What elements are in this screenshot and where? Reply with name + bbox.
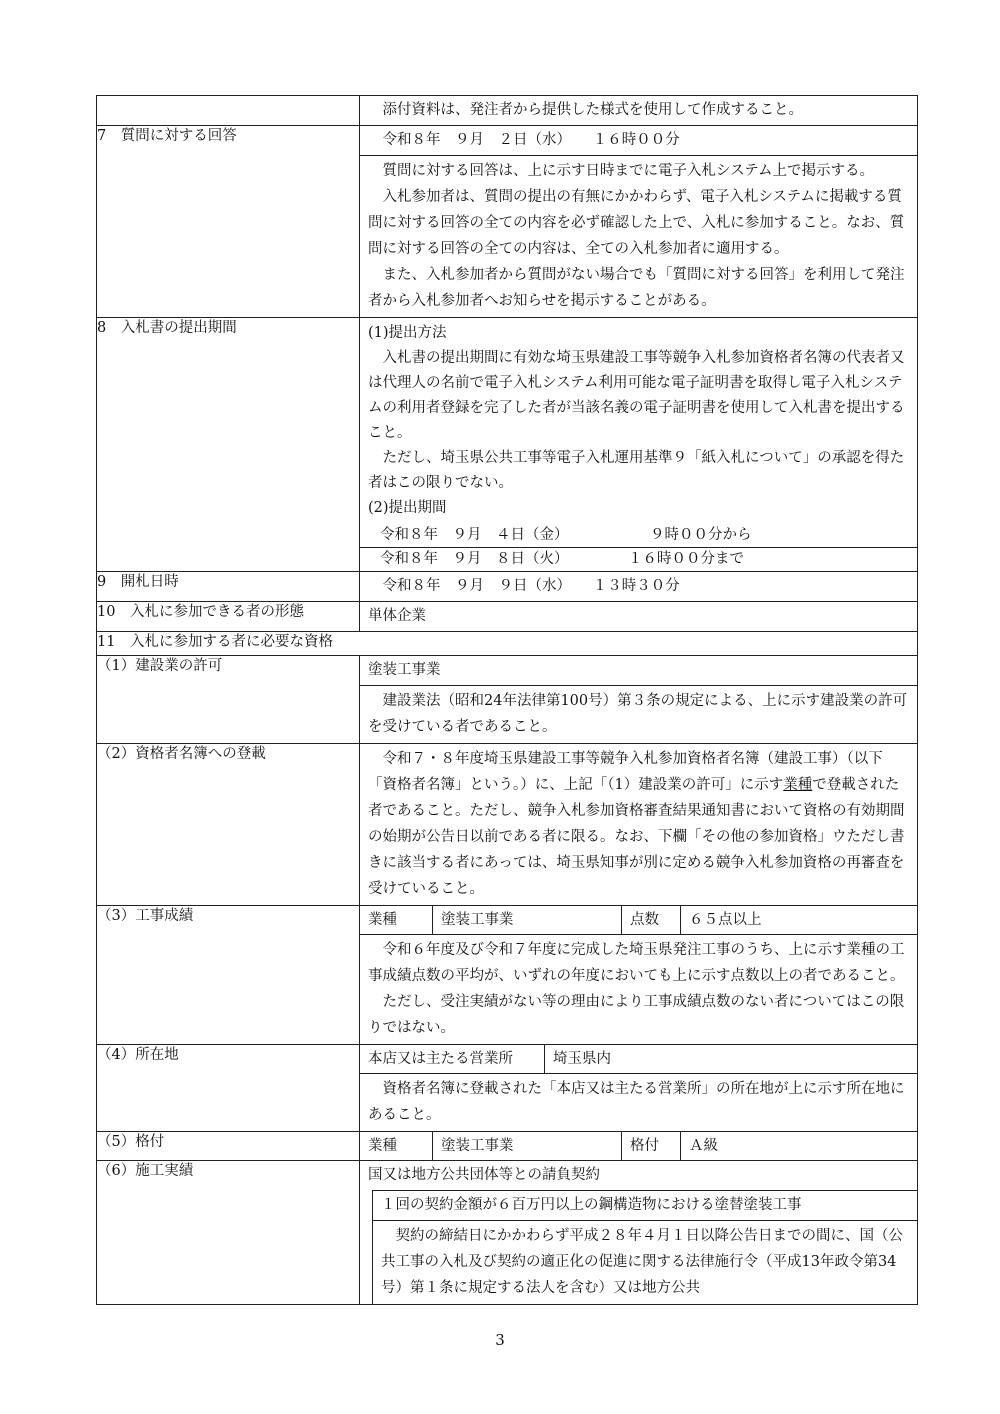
answer-datetime: 令和８年 ９月 ２日（水） １６時００分 xyxy=(382,132,680,148)
label-question-answer: 7 質問に対する回答 xyxy=(97,126,360,318)
row-registry-listing xyxy=(97,744,918,906)
row-grade xyxy=(97,1132,918,1161)
row-bid-opening xyxy=(97,572,918,602)
location-criteria: 本店又は主たる営業所 埼玉県内 xyxy=(360,1045,917,1073)
label-construction-license: （1）建設業の許可 xyxy=(97,656,360,744)
record-contract-amount: １回の契約金額が６百万円以上の鋼構造物における塗替塗装工事 xyxy=(381,1197,802,1213)
row-performance-score xyxy=(97,906,918,1045)
row-location xyxy=(97,1045,918,1132)
attachment-note: 添付資料は、発注者から提供した様式を使用して作成すること。 xyxy=(382,102,803,118)
period-to: 令和８年 ９月 ８日（火） １６時００分まで xyxy=(360,547,917,571)
label-qualifications: 11 入札に参加する者に必要な資格 xyxy=(97,632,918,656)
row-construction-license xyxy=(97,656,918,744)
label-grade: （5）格付 xyxy=(97,1132,360,1161)
submission-method-heading: (1)提出方法 xyxy=(368,325,447,341)
row-construction-record xyxy=(97,1161,918,1305)
document-page xyxy=(96,95,918,1305)
row-bid-submission-period xyxy=(97,318,918,572)
page-number: 3 xyxy=(495,1331,505,1349)
submission-method-text: 入札書の提出期間に有効な埼玉県建設工事等競争入札参加資格者名簿の代表者又は代理人の名前で電子入札システム利用可能な電子証明書を取得し電子入札システムの利用者登録を完了した者が当該名義の電子証明書を使用して入札書を提出すること。 xyxy=(368,350,905,441)
label-registry-listing: （2）資格者名簿への登載 xyxy=(97,744,360,906)
opening-datetime: 令和８年 ９月 ９日（水） １３時３０分 xyxy=(382,578,680,594)
row-attachment-note xyxy=(97,96,918,126)
label-participant-form: 10 入札に参加できる者の形態 xyxy=(97,602,360,632)
record-description: 契約の締結日にかかわらず平成２８年４月１日以降公告日までの間に、国（公共工事の入札及び契約の適正化の促進に関する法律施行令（平成13年政令第34号）第１条に規定する法人を含む）又は地方公共 xyxy=(373,1220,917,1304)
row-qualifications-heading xyxy=(97,632,918,656)
answer-paragraph-2: 入札参加者は、質問の提出の有無にかかわらず、電子入札システムに掲載する質問に対する回答の全ての内容を必ず確認した上で、入札に参加すること。なお、質問に対する回答の全ての内容は、全ての入札参加者に適用する。 xyxy=(368,189,905,257)
label-bid-opening: 9 開札日時 xyxy=(97,572,360,602)
label-location: （4）所在地 xyxy=(97,1045,360,1132)
answer-paragraph-3: また、入札参加者から質問がない場合でも「質問に対する回答」を利用して発注者から入札参加者へお知らせを掲示することがある。 xyxy=(368,267,905,309)
grade-criteria: 業種 塗装工事業 格付 Ａ級 xyxy=(360,1132,917,1160)
record-detail-box xyxy=(372,1190,917,1304)
license-description: 建設業法（昭和24年法律第100号）第３条の規定による、上に示す建設業の許可を受けている者であること。 xyxy=(360,685,917,743)
license-type: 塗装工事業 xyxy=(368,662,441,678)
period-from: 令和８年 ９月 ４日（金） ９時００分から xyxy=(380,527,752,543)
score-paragraph-2: ただし、受注実績がない等の理由により工事成績点数のない者についてはこの限りではない。 xyxy=(368,994,905,1036)
registry-description: 令和７・８年度埼玉県建設工事等競争入札参加資格者名簿（建設工事）（以下「資格者名簿」という。）に、上記「（1）建設業の許可」に示す業種で登載された者であること。ただし、競争入札参加資格審査結果通知書において資格の有効期間の始期が公告日以前である者に限る。なお、下欄「その他の参加資格」ウただし書きに該当する者にあっては、埼玉県知事が別に定める競争入札参加資格の再審査を受けていること。 xyxy=(368,751,905,897)
label-bid-submission: 8 入札書の提出期間 xyxy=(97,318,360,572)
row-participant-form xyxy=(97,602,918,632)
label-construction-record: （6）施工実績 xyxy=(97,1161,360,1305)
submission-exception-text: ただし、埼玉県公共工事等電子入札運用基準９「紙入札について」の承認を得た者はこの限りでない。 xyxy=(368,450,905,491)
score-paragraph-1: 令和６年度及び令和７年度に完成した埼玉県発注工事のうち、上に示す業種の工事成績点数の平均が、いずれの年度においても上に示す点数以上の者であること。 xyxy=(368,942,905,984)
score-criteria: 業種 塗装工事業 点数 ６５点以上 xyxy=(360,906,917,934)
answer-paragraph-1: 質問に対する回答は、上に示す日時までに電子入札システム上で掲示する。 xyxy=(382,163,875,179)
record-contract-type: 国又は地方公共団体等との請負契約 xyxy=(368,1167,600,1183)
bid-notice-table xyxy=(96,95,918,1305)
label-performance-score: （3）工事成績 xyxy=(97,906,360,1045)
participant-form-value: 単体企業 xyxy=(368,608,426,624)
row-question-answer xyxy=(97,126,918,318)
location-description: 資格者名簿に登載された「本店又は主たる営業所」の所在地が上に示す所在地にあること。 xyxy=(360,1073,917,1131)
submission-period-heading: (2)提出期間 xyxy=(368,500,447,516)
